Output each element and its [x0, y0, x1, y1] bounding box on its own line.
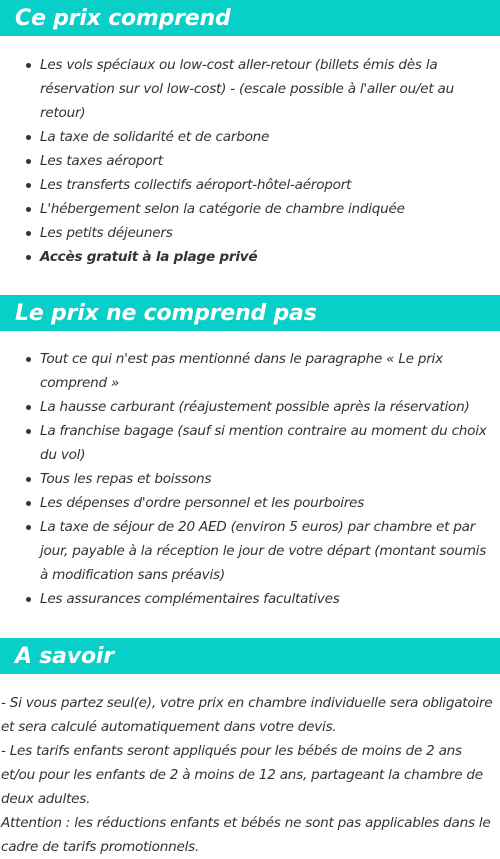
- list-item: Tous les repas et boissons: [40, 467, 496, 491]
- info-text: [0, 691, 500, 859]
- list-item: Tout ce qui n'est pas mentionné dans le paragraphe « Le prix comprend »: [40, 347, 496, 395]
- list-item: Les dépenses d'ordre personnel et les pourboires: [40, 491, 496, 515]
- list-item: La franchise bagage (sauf si mention contraire au moment du choix du vol): [40, 419, 496, 467]
- list-item: Les taxes aéroport: [40, 149, 496, 173]
- excluded-section: [0, 295, 500, 611]
- included-section: [0, 0, 500, 269]
- list-item: L'hébergement selon la catégorie de chambre indiquée: [40, 197, 496, 221]
- info-title: A savoir: [0, 638, 500, 674]
- excluded-title: Le prix ne comprend pas: [0, 295, 500, 331]
- list-item: Les assurances complémentaires facultatives: [40, 587, 496, 611]
- list-item-highlight: Accès gratuit à la plage privé: [40, 245, 496, 269]
- list-item: Les vols spéciaux ou low-cost aller-retour (billets émis dès la réservation sur vol low-cost) - (escale possible à l'aller ou/et au retour): [40, 53, 496, 125]
- included-title: Ce prix comprend: [0, 0, 500, 36]
- info-paragraph: - Si vous partez seul(e), votre prix en chambre individuelle sera obligatoire et sera calculé automatiquement dans votre devis.: [1, 695, 493, 735]
- info-paragraph: - Les tarifs enfants seront appliqués pour les bébés de moins de 2 ans et/ou pour les enfants de 2 à moins de 12 ans, partageant la chambre de deux adultes.: [1, 743, 483, 807]
- info-paragraph: Attention : les réductions enfants et bébés ne sont pas applicables dans le cadre de tarifs promotionnels.: [1, 815, 491, 855]
- included-list: [0, 53, 500, 269]
- list-item: La taxe de séjour de 20 AED (environ 5 euros) par chambre et par jour, payable à la réception le jour de votre départ (montant soumis à modification sans préavis): [40, 515, 496, 587]
- list-item: La taxe de solidarité et de carbone: [40, 125, 496, 149]
- excluded-list: [0, 347, 500, 611]
- list-item: La hausse carburant (réajustement possible après la réservation): [40, 395, 496, 419]
- info-section: [0, 638, 500, 859]
- list-item: Les transferts collectifs aéroport-hôtel-aéroport: [40, 173, 496, 197]
- list-item: Les petits déjeuners: [40, 221, 496, 245]
